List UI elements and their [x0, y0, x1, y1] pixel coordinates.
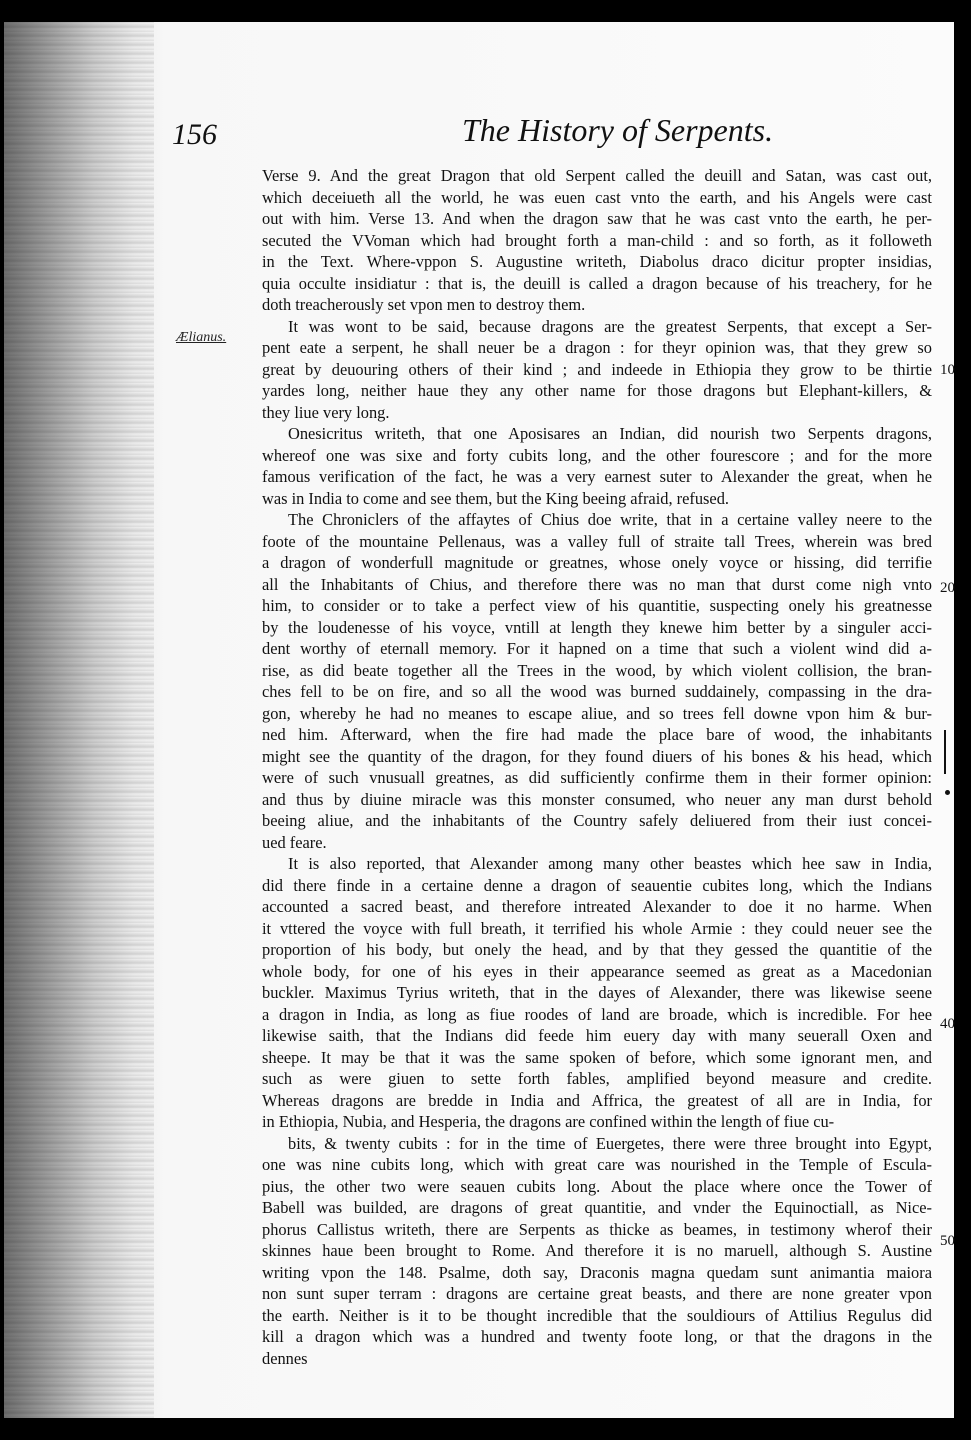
text-line: ches fell to be on fire, and so all the wood was burned suddainely, compassing in the dra- [262, 682, 932, 701]
text-line: sheepe. It may be that it was the same spoken of before, which some ignorant men, and [262, 1047, 932, 1067]
text-line: phorus Callistus writeth, there are Serpents as thicke as beames, in testimony wherof their [262, 1219, 932, 1239]
text-line: yardes long, neither haue they any other name for those dragons but Elephant-killers, & [262, 381, 932, 400]
text-line: gon, whereby he had no meanes to escape aliue, and so trees fell downe vpon him & bur- [262, 703, 932, 723]
text-line: bits, & twenty cubits : for in the time of Euergetes, there were three brought into Egypt, [288, 1133, 932, 1153]
text-line: quia occulte insidiatur : that is, the deuill is called a dragon because of his treachery, for he [262, 273, 932, 293]
text-line: secuted the VVoman which had brought forth a man-child : and so forth, as it followeth [262, 230, 932, 250]
body-text [262, 165, 932, 1369]
text-line: Onesicritus writeth, that one Aposisares an Indian, did nourish two Serpents dragons, [288, 424, 932, 443]
line-number: 20 [940, 580, 955, 596]
text-line: proportion of his body, but onely the head, and by that they gessed the quantitie of the [262, 940, 932, 959]
text-line: rise, as did beate together all the Trees in the wood, by which violent collision, the bran- [262, 660, 932, 680]
text-line: and thus by diuine miracle was this monster consumed, who neuer any man durst behold [262, 789, 932, 809]
text-line: by the loudenesse of his voyce, vntill at length they knewe him better by a singuler acci- [262, 617, 932, 637]
text-line: a dragon of wonderfull magnitude or greatnes, whose onely voyce or hissing, did terrifie [262, 553, 932, 572]
margin-mark [944, 730, 946, 774]
text-line: did there finde in a certaine denne a dragon of seauentie cubites long, which the Indians [262, 875, 932, 895]
text-line: which deceiueth all the world, he was euen cast vnto the earth, and his Angels were cast [262, 187, 932, 207]
text-line: out with him. Verse 13. And when the dragon saw that he was cast vnto the earth, he per- [262, 209, 932, 228]
text-line: pent eate a serpent, he shall neuer be a dragon : for theyr opinion was, that they grew so [262, 338, 932, 357]
text-line: likewise saith, that the Indians did feede him euery day with many seuerall Oxen and [262, 1026, 932, 1045]
text-line: pius, the other two were seauen cubits long. About the place where once the Tower of [262, 1176, 932, 1196]
running-title: The History of Serpents. [462, 112, 774, 148]
text-line: one was nine cubits long, which with great care was nourished in the Temple of Escula- [262, 1155, 932, 1174]
text-line: ued feare. [262, 832, 327, 852]
text-line: dent worthy of eternall memory. For it hapned on a time that such a violent wind did a- [262, 639, 932, 658]
text-line: the earth. Neither is it to be thought incredible that the souldiours of Attilius Regulus did [262, 1305, 932, 1325]
text-line: was in India to come and see them, but the King beeing afraid, refused. [262, 488, 729, 508]
text-line: famous verification of the fact, he was a very earnest suter to Alexander the great, when he [262, 467, 932, 486]
line-number: 50 [940, 1233, 955, 1249]
page-number: 156 [172, 118, 217, 151]
text-line: all the Inhabitants of Chius, and therefore there was no man that durst come nigh vnto [262, 574, 932, 594]
text-line: in Ethiopia, Nubia, and Hesperia, the dragons are confined within the length of fiue cu- [262, 1112, 835, 1131]
text-line: Verse 9. And the great Dragon that old Serpent called the deuill and Satan, was cast out, [262, 166, 932, 185]
text-line: It is also reported, that Alexander among many other beastes which hee saw in India, [288, 854, 932, 873]
text-line: doth treacherously set vpon men to destroy them. [262, 295, 586, 314]
text-line: beeing aliue, and the inhabitants of the Country safely deliuered from their iust concei- [262, 811, 932, 830]
text-line: whole body, for one of his eyes in their appearance seemed as great as a Macedonian [262, 961, 932, 981]
text-line: a dragon in India, as long as fiue roodes of land are broade, which is incredible. For hee [262, 1004, 932, 1024]
line-number: 40 [940, 1016, 955, 1032]
text-line: skinnes haue been brought to Rome. And therefore it is no maruell, although S. Austine [262, 1241, 932, 1260]
text-line: ned him. Afterward, when the fire had made the place bare of wood, the inhabitants [262, 725, 932, 744]
text-line: dennes [262, 1348, 308, 1368]
text-line: great by deuouring others of their kind ; and indeede in Ethiopia they grow to be thirtie [262, 359, 932, 379]
text-line: It was wont to be said, because dragons are the greatest Serpents, that except a Ser- [288, 316, 932, 336]
text-line: whereof one was sixe and forty cubits long, and the other fourescore ; and for the more [262, 445, 932, 465]
text-line: Babell was builded, are dragons of great quantitie, and vnder the Equinoctiall, as Nice- [262, 1198, 932, 1217]
margin-mark [945, 790, 950, 795]
text-line: in the Text. Where-vppon S. Augustine writeth, Diabolus draco dicitur propter insidias, [262, 252, 932, 271]
text-line: were of such vnusuall greatnes, as did sufficiently confirme them in their former opinion: [262, 768, 932, 787]
text-line: Whereas dragons are bredde in India and Affrica, the greatest of all are in India, for [262, 1090, 932, 1110]
line-number: 10 [940, 362, 955, 378]
text-line: The Chroniclers of the affaytes of Chius doe write, that in a certaine valley neere to the [288, 510, 932, 529]
text-line: non sunt super terram : dragons are certaine great beasts, and there are none greater vpon [262, 1284, 932, 1303]
text-line: buckler. Maximus Tyrius writeth, that in the dayes of Alexander, there was likewise seene [262, 983, 932, 1002]
margin-note: Ælianus. [176, 330, 227, 345]
text-line: might see the quantity of the dragon, for they found diuers of his bones & his head, which [262, 746, 932, 766]
text-line: foote of the mountaine Pellenaus, was a valley full of straite tall Trees, wherein was bred [262, 531, 932, 551]
text-line: they liue very long. [262, 402, 390, 422]
text-line: him, to consider or to take a perfect view of his quantitie, suspecting onely his greatnesse [262, 596, 932, 615]
page-header [172, 112, 932, 162]
text-line: it vttered the voyce with full breath, it terrified his whole Armie : they could neuer see the [262, 918, 932, 938]
text-line: accounted a sacred beast, and therefore intreated Alexander to doe it no harme. When [262, 897, 932, 916]
text-line: writing vpon the 148. Psalme, doth say, Draconis magna quedam sunt animantia maiora [262, 1262, 932, 1282]
text-line: such as were giuen to sette forth fables, amplified beyond measure and credite. [262, 1069, 932, 1088]
text-line: kill a dragon which was a hundred and twenty foote long, or that the dragons in the [262, 1327, 932, 1346]
